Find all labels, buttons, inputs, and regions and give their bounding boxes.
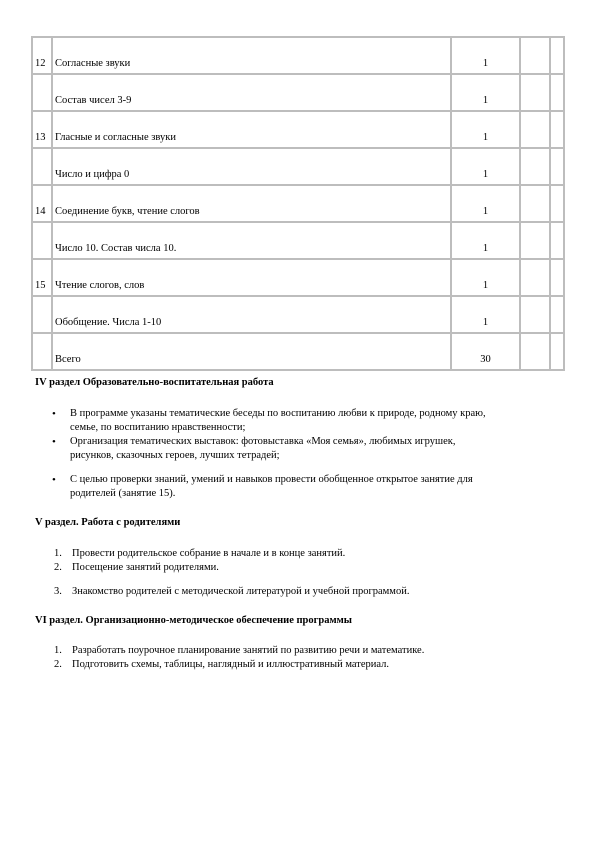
- table-row: [32, 37, 564, 74]
- empty-cell: [520, 222, 550, 259]
- list-item-number: 3.: [54, 586, 62, 597]
- empty-cell: [520, 37, 550, 74]
- lesson-hours-cell: 1: [451, 296, 520, 333]
- list-item-number: 1.: [54, 645, 62, 656]
- lesson-topic-cell: Состав чисел 3-9: [52, 74, 451, 111]
- bullet-icon: •: [52, 408, 56, 420]
- list-item: [54, 547, 562, 561]
- table-row-total: [32, 333, 564, 370]
- section-5-title: V раздел. Работа с родителями: [35, 517, 181, 528]
- table-row: [32, 148, 564, 185]
- empty-cell: [550, 259, 564, 296]
- empty-cell: [550, 111, 564, 148]
- empty-cell: [550, 148, 564, 185]
- table-row: [32, 222, 564, 259]
- lesson-number-cell: 12: [32, 37, 52, 74]
- list-item-number: 2.: [54, 659, 62, 670]
- lesson-hours-cell: 1: [451, 148, 520, 185]
- list-item: [52, 473, 560, 501]
- lesson-hours-cell: 1: [451, 74, 520, 111]
- lesson-hours-cell: 1: [451, 185, 520, 222]
- empty-cell: [550, 222, 564, 259]
- list-item: [52, 435, 560, 463]
- lesson-hours-cell: 1: [451, 111, 520, 148]
- list-item-text: Разработать поурочное планирование занятий по развитию речи и математике.: [72, 645, 425, 656]
- list-item-text: Подготовить схемы, таблицы, наглядный и иллюстративный материал.: [72, 659, 390, 670]
- list-item: [54, 658, 562, 672]
- empty-cell: [520, 185, 550, 222]
- list-item-text: Посещение занятий родителями.: [72, 562, 219, 573]
- empty-cell: [550, 74, 564, 111]
- table-row: [32, 296, 564, 333]
- empty-cell: [520, 259, 550, 296]
- list-item-number: 2.: [54, 562, 62, 573]
- list-item: [54, 644, 562, 658]
- list-item-text: Знакомство родителей с методической литературой и учебной программой.: [72, 586, 410, 597]
- lesson-number-cell: 15: [32, 259, 52, 296]
- empty-cell: [550, 37, 564, 74]
- list-item-line: рисунков, сказочных героев, лучших тетрадей;: [70, 450, 280, 461]
- empty-cell: [550, 333, 564, 370]
- table-row: [32, 74, 564, 111]
- table-row: [32, 111, 564, 148]
- section-4-bullet-list: [52, 407, 560, 501]
- empty-cell: [520, 148, 550, 185]
- lesson-topic-cell: Обобщение. Числа 1-10: [52, 296, 451, 333]
- lesson-topic-cell: Согласные звуки: [52, 37, 451, 74]
- lesson-hours-cell: 1: [451, 259, 520, 296]
- bullet-icon: •: [52, 474, 56, 486]
- list-item-number: 1.: [54, 548, 62, 559]
- empty-cell: [520, 333, 550, 370]
- lesson-plan-table: [31, 36, 565, 371]
- section-6-title: VI раздел. Организационно-методическое обеспечение программы: [35, 615, 352, 626]
- empty-cell: [520, 111, 550, 148]
- list-item-line: В программе указаны тематические беседы по воспитанию любви к природе, родному краю,: [70, 408, 486, 419]
- bullet-icon: •: [52, 436, 56, 448]
- lesson-number-cell: [32, 296, 52, 333]
- lesson-topic-cell: Гласные и согласные звуки: [52, 111, 451, 148]
- table-row: [32, 259, 564, 296]
- list-item-line: семье, по воспитанию нравственности;: [70, 422, 246, 433]
- empty-cell: [520, 296, 550, 333]
- lesson-number-cell: [32, 333, 52, 370]
- lesson-topic-cell: Число 10. Состав числа 10.: [52, 222, 451, 259]
- total-hours-cell: 30: [451, 333, 520, 370]
- lesson-number-cell: 13: [32, 111, 52, 148]
- empty-cell: [550, 296, 564, 333]
- list-item: [52, 407, 560, 435]
- lesson-topic-cell: Соединение букв, чтение слогов: [52, 185, 451, 222]
- lesson-hours-cell: 1: [451, 37, 520, 74]
- section-5-numbered-list: [54, 547, 562, 599]
- total-label-cell: Всего: [52, 333, 451, 370]
- list-item: [54, 585, 562, 599]
- lesson-number-cell: [32, 222, 52, 259]
- lesson-topic-cell: Число и цифра 0: [52, 148, 451, 185]
- lesson-number-cell: [32, 148, 52, 185]
- list-item-line: родителей (занятие 15).: [70, 488, 176, 499]
- lesson-topic-cell: Чтение слогов, слов: [52, 259, 451, 296]
- list-item: [54, 561, 562, 575]
- section-4-title: IV раздел Образовательно-воспитательная работа: [35, 377, 274, 388]
- empty-cell: [520, 74, 550, 111]
- lesson-hours-cell: 1: [451, 222, 520, 259]
- lesson-number-cell: 14: [32, 185, 52, 222]
- list-item-line: Организация тематических выставок: фотовыставка «Моя семья», любимых игрушек,: [70, 436, 456, 447]
- list-item-line: С целью проверки знаний, умений и навыков провести обобщенное открытое занятие для: [70, 474, 473, 485]
- list-item-text: Провести родительское собрание в начале и в конце занятий.: [72, 548, 346, 559]
- section-6-numbered-list: [54, 644, 562, 672]
- table-row: [32, 185, 564, 222]
- empty-cell: [550, 185, 564, 222]
- lesson-number-cell: [32, 74, 52, 111]
